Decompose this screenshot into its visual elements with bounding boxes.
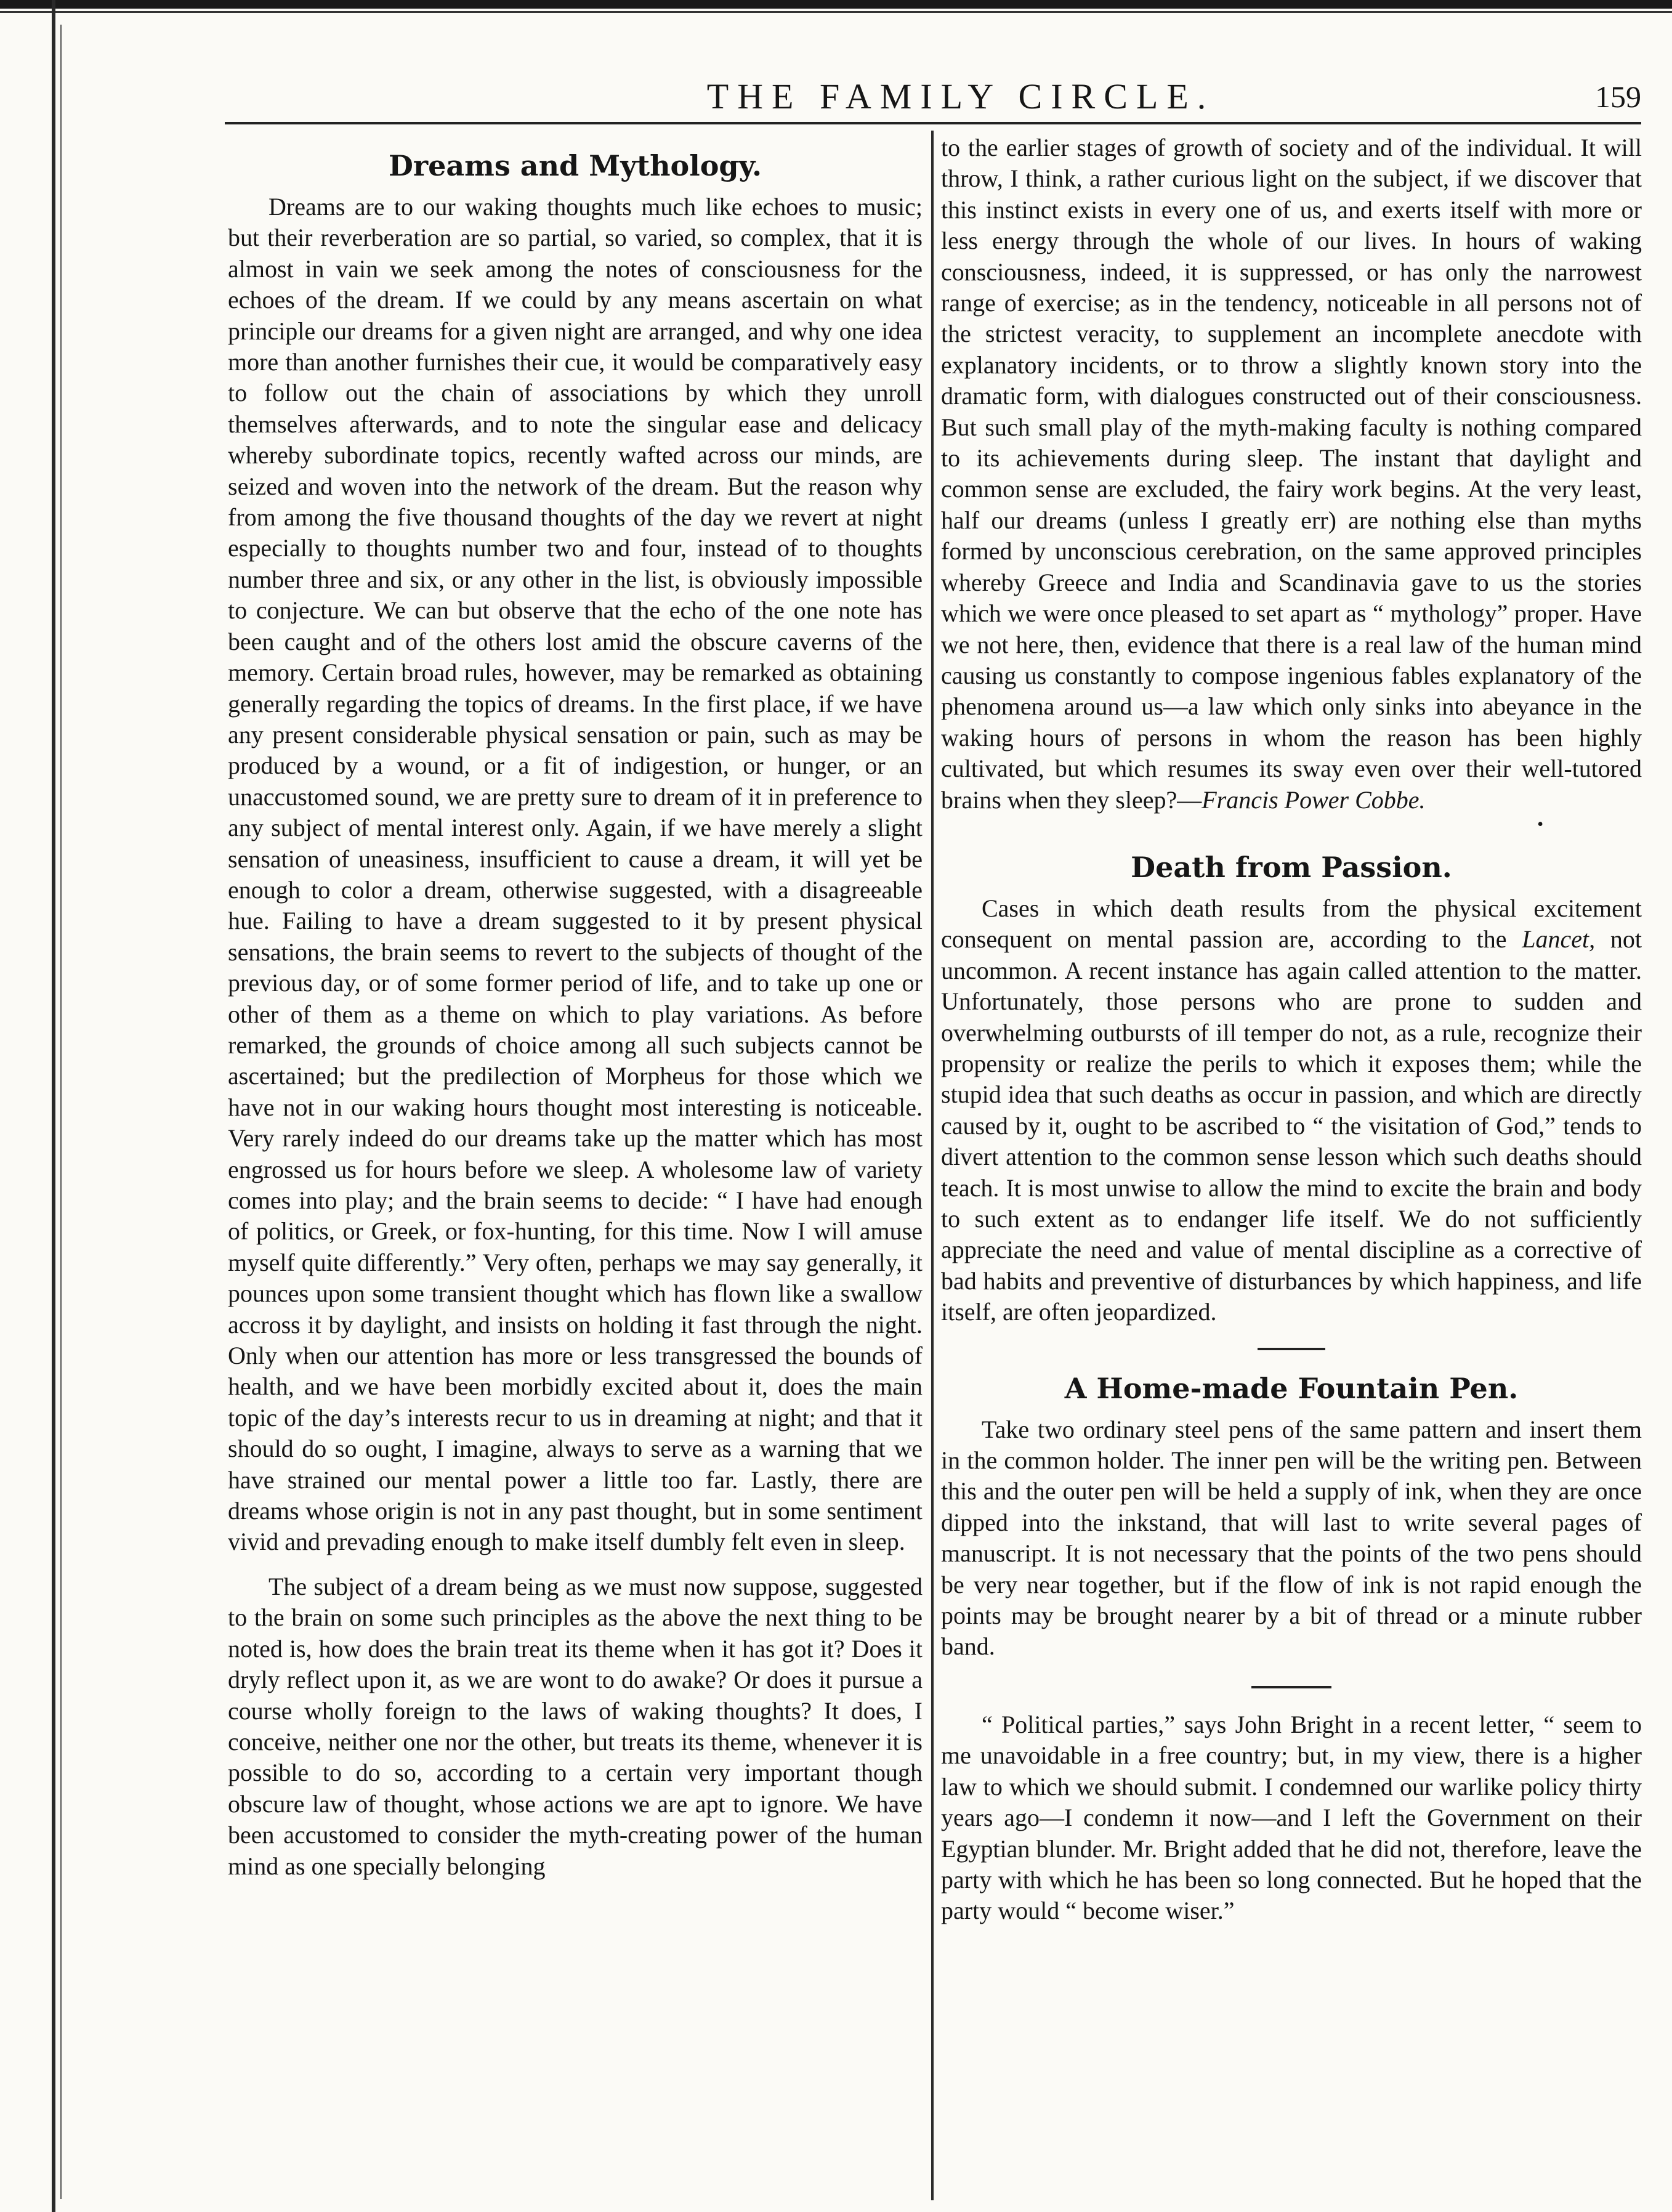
- paragraph-death: [941, 893, 1642, 1328]
- page-header: [0, 75, 1672, 124]
- top-border-rule: [0, 0, 1672, 9]
- binding-spine: [52, 0, 55, 2212]
- death-text-end: not uncommon. A recent instance has again called attention to the matter. Unfortunately, those persons who are prone to sudden and overwhelming outbursts of ill temper do not, as a rule, recognize their propensity or realize the perils to which it exposes them; while the stupid idea that such deaths as occur in passion, and which are directly caused by it, ought to be ascribed to “ the visitation of God,” tends to divert attention to the common sense lesson which such deaths should teach. It is most unwise to allow the mind to excite the brain and body to such extent as to endanger life itself. We do not sufficiently appreciate the need and value of mental discipline as a corrective of bad habits and preventive of disturbances by which happiness, and life itself, are often jeopardized.: [941, 925, 1642, 1326]
- page-number: 159: [1595, 79, 1641, 114]
- death-text-start: Cases in which death results from the physical excitement consequent on mental passion are, according to the: [941, 894, 1642, 954]
- left-column: [228, 132, 923, 1882]
- continuation-text: to the earlier stages of growth of society and of the individual. It will throw, I think, a rather curious light on the subject, if we discover that this instinct exists in every one of us, and exerts itself with more or less energy through the whole of our lives. In hours of waking consciousness, indeed, it is suppressed, or has only the narrowest range of exercise; as in the tendency, noticeable in all persons not of the strictest veracity, to supplement an incomplete anecdote with explanatory incidents, or to throw a slightly known story into the dramatic form, with dialogues constructed out of their consciousness. But such small play of the myth-making faculty is nothing compared to its achievements during sleep. The instant that daylight and common sense are excluded, the fairy work begins. At the very least, half our dreams (unless I greatly err) are nothing else than myths formed by unconscious cerebration, on the same approved principles whereby Greece and India and Scandinavia gave to us the stories which we were once pleased to set apart as “ mythology” proper. Have we not here, then, evidence that there is a real law of the human mind causing us constantly to compose ingenious fables explanatory of the phenomena around us—a law which only sinks into abeyance in the waking hours of persons in whom the reason has been highly cultivated, but which resumes its sway even over their well-tutored brains when they sleep?—: [941, 134, 1642, 814]
- column-divider: [931, 131, 934, 2200]
- section-separator: [1251, 1686, 1331, 1688]
- publication-title: THE FAMILY CIRCLE.: [706, 76, 1215, 116]
- top-border-rule-thin: [0, 11, 1672, 13]
- paragraph-dreams-continuation: [941, 132, 1642, 816]
- binding-spine-edge: [60, 25, 62, 2199]
- article-title-dreams: Dreams and Mythology.: [388, 149, 762, 182]
- paragraph-dreams-2: The subject of a dream being as we must now suppose, suggested to the brain on some such principles as the above the next thing to be noted is, how does the brain treat its theme when it has got it? Does it dryly reflect upon it, as we are wont to do awake? Or does it pursue a course wholly foreign to the laws of waking thoughts? It does, I conceive, neither one nor the other, but treats its theme, whenever it is possible to do so, according to a certain very important though obscure law of thought, whose actions we are apt to ignore. We have been accustomed to consider the myth-creating power of the human mind as one specially belonging: [228, 1572, 923, 1880]
- header-rule: [225, 122, 1641, 124]
- paragraph-dreams-1: Dreams are to our waking thoughts much like echoes to music; but their reverberation are so partial, so varied, so complex, that it is almost in vain we seek among the notes of consciousness for the echoes of the dream. If we could by any means ascertain on what principle our dreams for a given night are arranged, and why one idea more than another furnishes their cue, it would be comparatively easy to follow out the chain of associations by which they unroll themselves afterwards, and to note the singular ease and delicacy whereby subordinate topics, recently wafted across our minds, are seized and woven into the network of the dream. But the reason why from among the five thousand thoughts of the day we revert at night especially to thoughts number two and four, instead of to thoughts number three and six, or any other in the list, is obviously impossible to conjecture. We can but observe that the echo of the one note has been caught and of the others lost amid the obscure caverns of the memory. Certain broad rules, however, may be remarked as obtaining generally regarding the topics of dreams. In the first place, if we have any present considerable physical sensation or pain, such as may be produced by a wound, or a fit of indigestion, or hunger, or an unaccustomed sound, we are pretty sure to dream of it in preference to any subject of mental interest only. Again, if we have merely a slight sensation of uneasiness, insufficient to cause a dream, it will yet be enough to color a dream, otherwise suggested, with a disagreeable hue. Failing to have a dream suggested to it by present physical sensations, the brain seems to revert to the subjects of thought of the previous day, or of some former period of life, and to take up one or other of them as a theme on which to play variations. As before remarked, the grounds of choice among all such subjects cannot be ascertained; but the predilection of Morpheus for those which we have not in our waking hours thought most interesting is noticeable. Very rarely indeed do our dreams take up the matter which has most engrossed us for hours before we sleep. A wholesome law of variety comes into play; and the brain seems to decide: “ I have had enough of politics, or Greek, or fox-hunting, for this time. Now I will amuse myself quite differently.” Very often, perhaps we may say generally, it pounces upon some transient thought which has flown like a swallow accross it by daylight, and insists on holding it fast through the night. Only when our attention has more or less transgressed the bounds of health, and we have been morbidly excited about it, does the main topic of the day’s interests recur to us in dreaming at night; and that it should do so ought, I imagine, always to serve as a warning that we have strained our mental power a little too far. Lastly, there are dreams whose origin is not in any past thought, but in some sentiment vivid and prevading enough to make itself dumbly felt even in sleep.: [228, 193, 923, 1556]
- article-title-death: Death from Passion.: [1131, 850, 1452, 884]
- section-dot: •: [1537, 814, 1543, 834]
- paragraph-pen: Take two ordinary steel pens of the same pattern and insert them in the common holder. The inner pen will be the writing pen. Between this and the outer pen will be held a supply of ink, when they are once dipped into the inkstand, that will last to write several pages of manuscript. It is not necessary that the points of the two pens should be very near together, but if the flow of ink is not rapid enough the points may be brought nearer by a bit of thread or a minute rubber band.: [941, 1415, 1642, 1661]
- article-title-pen: A Home-made Fountain Pen.: [1064, 1371, 1519, 1405]
- right-column: [941, 132, 1642, 1927]
- author-signature: Francis Power Cobbe.: [1201, 785, 1426, 814]
- paragraph-bright: “ Political parties,” says John Bright in a recent letter, “ seem to me unavoidable in a free country; but, in my view, there is a higher law to which we should submit. I condemned our warlike policy thirty years ago—I condemn it now—and I left the Government on their Egyptian blunder. Mr. Bright added that he did not, therefore, leave the party with which he has been so long connected. But he hoped that the party would “ become wiser.”: [941, 1710, 1642, 1925]
- source-lancet: Lancet,: [1522, 925, 1596, 954]
- section-separator: [1258, 1348, 1325, 1350]
